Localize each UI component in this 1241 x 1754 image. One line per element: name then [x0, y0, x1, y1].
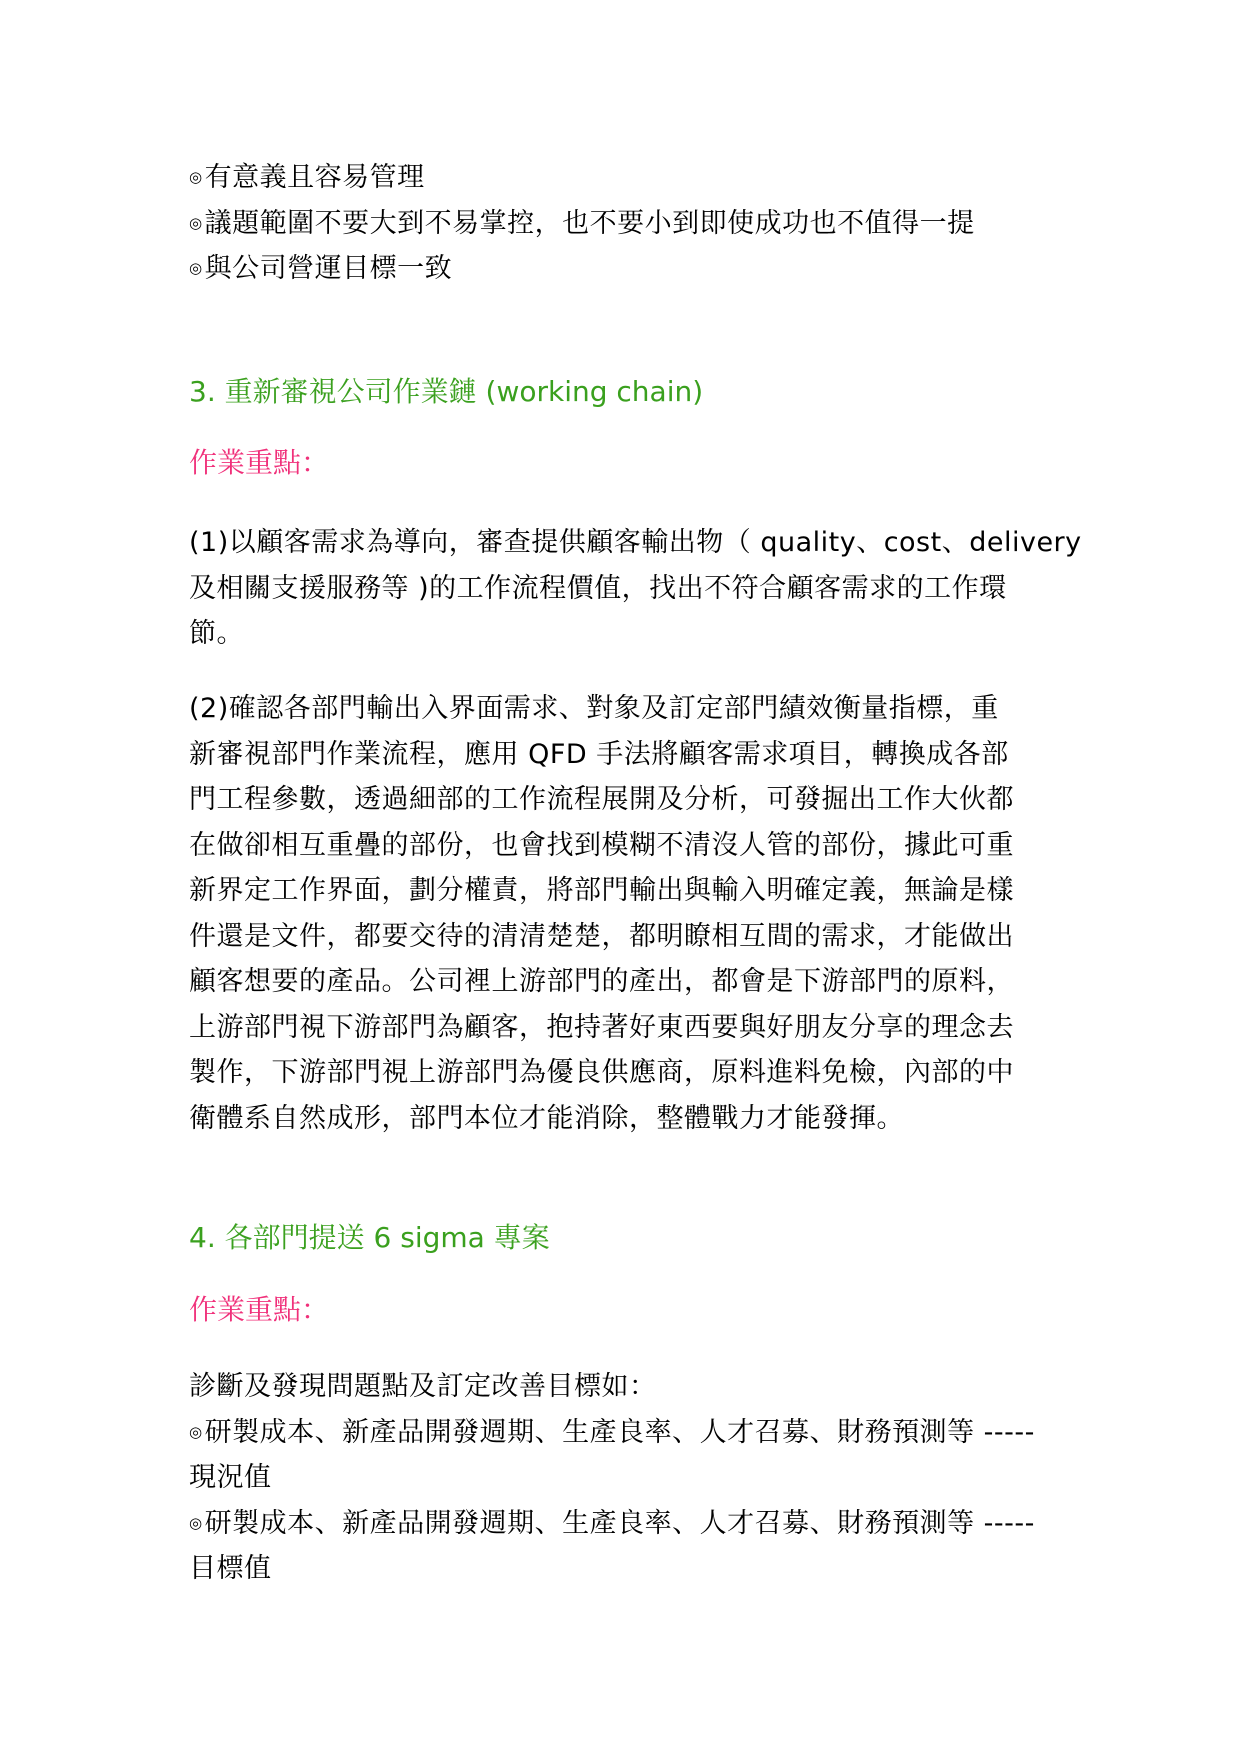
section-3-subheading: 作業重點：: [189, 446, 330, 479]
paragraph-line: 顧客想要的產品。公司裡上游部門的產出，都會是下游部門的原料，: [189, 966, 1014, 997]
bullet-item: ◎與公司營運目標一致: [189, 253, 453, 284]
bullet-mark-icon: ◎: [189, 213, 203, 232]
paragraph-line: (2)確認各部門輸出入界面需求、對象及訂定部門績效衡量指標，重: [189, 693, 999, 724]
paragraph-line: 新界定工作界面，劃分權責，將部門輸出與輸入明確定義，無論是樣: [189, 875, 1014, 906]
paragraph-line: 及相關支援服務等 )的工作流程價值，找出不符合顧客需求的工作環: [189, 572, 1007, 604]
paragraph-line: 新審視部門作業流程，應用 QFD 手法將顧客需求項目，轉換成各部: [189, 738, 1009, 770]
section-4-subheading: 作業重點：: [189, 1293, 330, 1326]
section-4-heading: 4. 各部門提送 6 sigma 專案: [189, 1221, 550, 1254]
bullet-mark-icon: ◎: [189, 1422, 203, 1441]
bullet-continuation: 現況值: [189, 1462, 272, 1493]
top-bullet-list: [189, 155, 975, 292]
bullet-mark-icon: ◎: [189, 168, 203, 186]
section-3-paragraph-1: [189, 520, 1082, 657]
bullet-continuation: 目標值: [189, 1553, 272, 1584]
bullet-item: ◎研製成本、新產品開發週期、生產良率、人才召募、財務預測等 -----: [189, 1416, 1035, 1448]
bullet-mark-icon: ◎: [189, 1513, 203, 1532]
bullet-item: ◎研製成本、新產品開發週期、生產良率、人才召募、財務預測等 -----: [189, 1507, 1035, 1539]
paragraph-line: 衛體系自然成形，部門本位才能消除，整體戰力才能發揮。: [189, 1102, 904, 1134]
section-4-body: [189, 1364, 1035, 1592]
section-3-paragraph-2: [189, 686, 1014, 1141]
section-3-heading: 3. 重新審視公司作業鏈 (working chain): [189, 375, 704, 408]
paragraph-line: 件還是文件，都要交待的清清楚楚，都明瞭相互間的需求，才能做出: [189, 920, 1014, 952]
paragraph-line: (1)以顧客需求為導向，審查提供顧客輸出物（ quality、cost、delivery: [189, 527, 1082, 558]
bullet-item: ◎有意義且容易管理: [189, 162, 425, 193]
bullet-item: ◎議題範圍不要大到不易掌控，也不要小到即使成功也不值得一提: [189, 207, 975, 239]
paragraph-line: 節。: [189, 618, 244, 649]
paragraph-line: 上游部門視下游部門為顧客，抱持著好東西要與好朋友分享的理念去: [189, 1011, 1014, 1043]
intro-line: 診斷及發現問題點及訂定改善目標如：: [189, 1371, 657, 1402]
bullet-mark-icon: ◎: [189, 259, 203, 277]
paragraph-line: 在做卻相互重疊的部份，也會找到模糊不清沒人管的部份，據此可重: [189, 829, 1014, 861]
paragraph-line: 製作，下游部門視上游部門為優良供應商，原料進料免檢，內部的中: [189, 1057, 1014, 1088]
paragraph-line: 門工程參數，透過細部的工作流程展開及分析，可發掘出工作大伙都: [189, 784, 1014, 815]
